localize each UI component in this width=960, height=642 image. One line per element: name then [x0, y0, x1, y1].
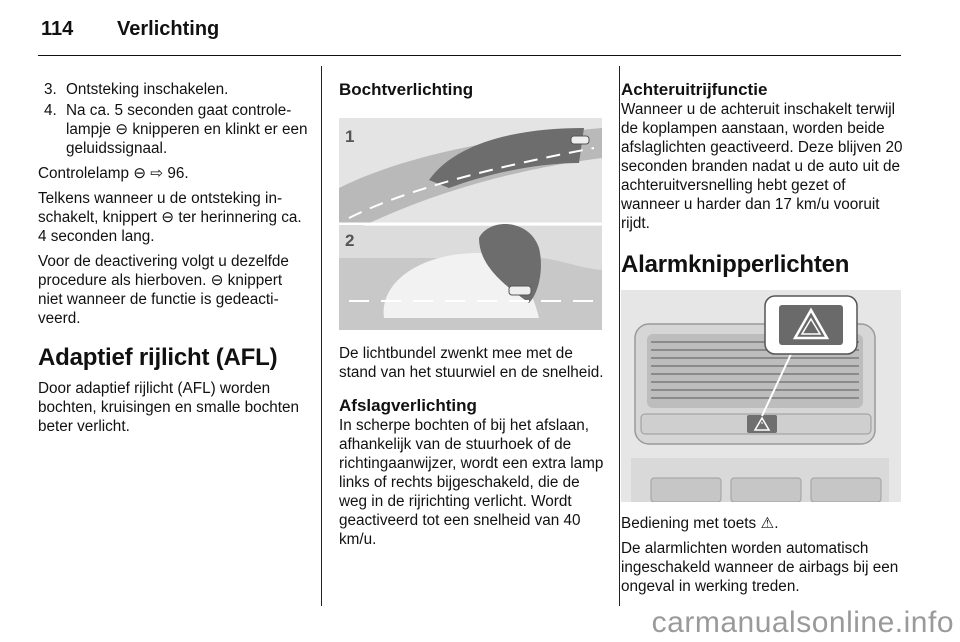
- paragraph: Wanneer u de achteruit inschakelt terwijl de koplampen aanstaan, worden beide afslaglichten geactiveerd. Deze blijven 20 seconden branden nadat u de auto uit de achteruitversnelling hebt gezet of wanneer u harder dan 17 km/u vooruit rijdt.: [621, 101, 903, 232]
- list-item-text: Na ca. 5 seconden gaat controlelampje ⊖ knipperen en klinkt er een geluidssignaal.: [66, 102, 308, 157]
- page-number: 114: [41, 18, 74, 40]
- list-item-number: 4.: [44, 102, 57, 119]
- paragraph: De lichtbundel zwenkt mee met de stand van het stuurwiel en de snelheid.: [339, 345, 604, 381]
- page-title: Verlichting: [117, 18, 220, 40]
- paragraph: Telkens wanneer u de ontsteking inschakelt, knippert ⊖ ter herinnering ca. 4 seconden lang.: [38, 190, 302, 245]
- paragraph: De alarmlichten worden automatisch ingeschakeld wanneer de airbags bij een ongeval in werking treden.: [621, 540, 899, 595]
- hazard-triangle-icon: ⚠: [760, 515, 775, 532]
- column-2: [339, 80, 604, 555]
- paragraph: In scherpe bochten of bij het afslaan, afhankelijk van de stuurhoek of de richtingaanwijzer, wordt een extra lamp links of rechts bijgeschakeld, die de weg in de rijrichting verlicht. Wordt geactiveerd tot een snelheid van 40 km/u.: [339, 417, 604, 548]
- list-item-number: 3.: [44, 81, 57, 98]
- section-heading-achteruitrijfunctie: Achteruitrijfunctie: [621, 80, 768, 99]
- hazard-switch-illustration: [621, 290, 901, 502]
- cornering-light-illustration: [339, 118, 602, 330]
- list-item: [38, 101, 308, 158]
- step-list: [38, 80, 308, 158]
- figure-label-1: 1: [345, 127, 355, 146]
- column-1: [38, 80, 308, 442]
- page-header: [41, 18, 219, 41]
- control-lamp-reference: Controlelamp ⊖ ⇨ 96.: [38, 165, 189, 182]
- list-item-text: Ontsteking inschakelen.: [66, 81, 229, 98]
- watermark: carmanualsonline.info: [651, 606, 954, 639]
- section-heading-alarmknipperlichten: Alarmknipperlichten: [621, 251, 850, 278]
- section-heading-afl: Adaptief rijlicht (AFL): [38, 344, 278, 371]
- header-rule: [38, 55, 901, 56]
- column-divider-1: [321, 66, 322, 606]
- column-divider-2: [619, 66, 620, 606]
- period: .: [774, 515, 779, 532]
- paragraph: [621, 514, 903, 533]
- hazard-text: Bediening met toets: [621, 515, 757, 532]
- paragraph: Voor de deactivering volgt u dezelfde procedure als hierboven. ⊖ knippert niet wanneer de functie is gedeactiveerd.: [38, 253, 289, 327]
- figure-label-2: 2: [345, 231, 355, 250]
- column-3: [621, 80, 903, 602]
- section-heading-afslagverlichting: Afslagverlichting: [339, 396, 477, 415]
- paragraph: Door adaptief rijlicht (AFL) worden bochten, kruisingen en smalle bochten beter verlicht.: [38, 380, 300, 435]
- section-heading-bochtverlichting: Bochtverlichting: [339, 80, 474, 99]
- list-item: [38, 80, 308, 99]
